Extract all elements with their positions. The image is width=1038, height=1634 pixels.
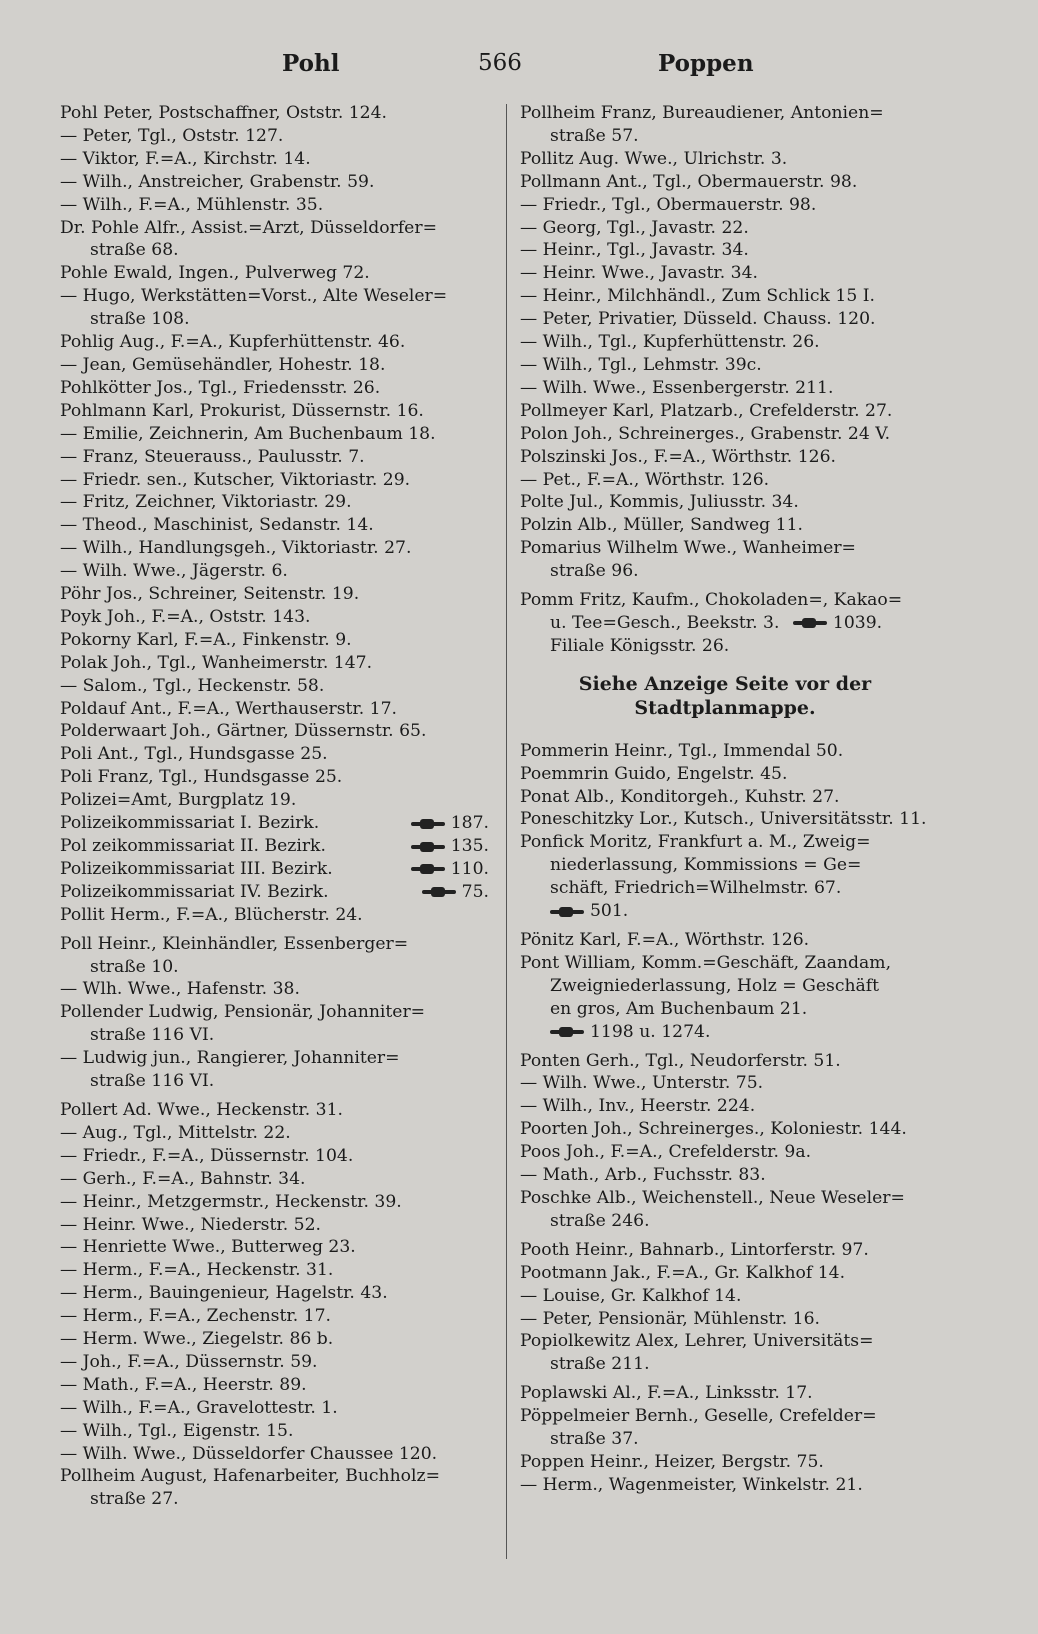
- entry: — Wilh. Wwe., Unterstr. 75.: [520, 1073, 764, 1094]
- entry: — Franz, Steuerauss., Paulusstr. 7.: [60, 446, 365, 467]
- phone-number: 1198 u. 1274.: [590, 1021, 711, 1042]
- entry: Pöhr Jos., Schreiner, Seitenstr. 19.: [60, 584, 360, 605]
- entry-continuation: schäft, Friedrich=Wilhelmstr. 67.: [550, 878, 842, 899]
- entry: — Louise, Gr. Kalkhof 14.: [520, 1285, 742, 1306]
- entry: — Friedr. sen., Kutscher, Viktoriastr. 29.: [60, 469, 411, 490]
- entry: Pollheim Franz, Bureaudiener, Antonien=: [520, 103, 884, 123]
- entry: — Heinr. Wwe., Javastr. 34.: [520, 263, 758, 284]
- entry: Polizei=Amt, Burgplatz 19.: [60, 790, 297, 811]
- entry: Pomarius Wilhelm Wwe., Wanheimer=: [520, 538, 856, 559]
- entry-phone-line: [520, 1021, 950, 1044]
- telephone-icon: [550, 907, 584, 917]
- entry: — Viktor, F.=A., Kirchstr. 14.: [60, 148, 311, 169]
- phone-number: 75.: [422, 881, 489, 904]
- entry: — Math., F.=A., Heerstr. 89.: [60, 1374, 307, 1395]
- entry: Pollit Herm., F.=A., Blücherstr. 24.: [60, 904, 363, 925]
- entry: — Wilh. Wwe., Essenbergerstr. 211.: [520, 377, 834, 398]
- entry: Pootmann Jak., F.=A., Gr. Kalkhof 14.: [520, 1262, 846, 1283]
- telephone-icon: [422, 887, 456, 897]
- entry: Pohl Peter, Postschaffner, Oststr. 124.: [60, 103, 388, 123]
- entry: — Heinr., Milchhändl., Zum Schlick 15 I.: [520, 286, 875, 307]
- entry: Poli Franz, Tgl., Hundsgasse 25.: [60, 767, 343, 788]
- entry-name: Pol zeikommissariat II. Bezirk.: [60, 836, 326, 856]
- entry: — Wilh., Tgl., Kupferhüttenstr. 26.: [520, 332, 820, 353]
- entry: — Herm., Wagenmeister, Winkelstr. 21.: [520, 1474, 863, 1495]
- entry: — Salom., Tgl., Heckenstr. 58.: [60, 675, 325, 696]
- entry: Dr. Pohle Alfr., Assist.=Arzt, Düsseldorfer=: [60, 217, 437, 238]
- entry: — Wilh. Wwe., Jägerstr. 6.: [60, 561, 288, 582]
- entry-continuation: straße 37.: [550, 1429, 639, 1450]
- entry: Poschke Alb., Weichenstell., Neue Weseler=: [520, 1187, 905, 1208]
- entry: Polak Joh., Tgl., Wanheimerstr. 147.: [60, 652, 373, 673]
- entry: Pollitz Aug. Wwe., Ulrichstr. 3.: [520, 148, 788, 169]
- telephone-icon: [550, 1027, 584, 1037]
- entry: Poppen Heinr., Heizer, Bergstr. 75.: [520, 1451, 824, 1472]
- entry: Poplawski Al., F.=A., Linksstr. 17.: [520, 1383, 813, 1404]
- entry: Pohlkötter Jos., Tgl., Friedensstr. 26.: [60, 377, 381, 398]
- entry: — Wlh. Wwe., Hafenstr. 38.: [60, 979, 300, 1000]
- telephone-icon: [411, 819, 445, 829]
- entry: — Heinr., Metzgermstr., Heckenstr. 39.: [60, 1191, 402, 1212]
- entry: Polderwaart Joh., Gärtner, Düssernstr. 65.: [60, 721, 427, 742]
- entry-continuation: straße 116 VI.: [90, 1071, 215, 1092]
- entry-name: Polizeikommissariat I. Bezirk.: [60, 813, 320, 834]
- entry: Ponfick Moritz, Frankfurt a. M., Zweig=: [520, 832, 871, 853]
- entry: Pokorny Karl, F.=A., Finkenstr. 9.: [60, 629, 352, 650]
- entry: — Wilh., Anstreicher, Grabenstr. 59.: [60, 171, 375, 192]
- entry: Pohlmann Karl, Prokurist, Düssernstr. 16.: [60, 400, 424, 421]
- entry: — Georg, Tgl., Javastr. 22.: [520, 217, 749, 238]
- entry: Pommerin Heinr., Tgl., Immendal 50.: [520, 740, 844, 761]
- entry-continuation: Zweigniederlassung, Holz = Geschäft: [550, 975, 880, 996]
- entry: Popiolkewitz Alex, Lehrer, Universitäts=: [520, 1331, 874, 1352]
- entry: Pollmeyer Karl, Platzarb., Crefelderstr. 27.: [520, 400, 893, 421]
- entry: — Theod., Maschinist, Sedanstr. 14.: [60, 515, 374, 536]
- entry: — Ludwig jun., Rangierer, Johanniter=: [60, 1048, 400, 1069]
- entry: — Wilh., Tgl., Lehmstr. 39c.: [520, 354, 762, 375]
- entry-continuation: straße 116 VI.: [90, 1025, 215, 1046]
- entry: — Wilh., Tgl., Eigenstr. 15.: [60, 1420, 294, 1441]
- entry: Poneschitzky Lor., Kutsch., Universitätsstr. 11.: [520, 809, 927, 830]
- entry: Poldauf Ant., F.=A., Werthauserstr. 17.: [60, 698, 398, 719]
- entry: Pollmann Ant., Tgl., Obermauerstr. 98.: [520, 171, 858, 192]
- entry-phone-line: [520, 900, 950, 923]
- column-divider: [506, 104, 507, 1559]
- entry: Poos Joh., F.=A., Crefelderstr. 9a.: [520, 1142, 812, 1163]
- entry: — Gerh., F.=A., Bahnstr. 34.: [60, 1168, 306, 1189]
- entry: — Hugo, Werkstätten=Vorst., Alte Weseler=: [60, 286, 448, 307]
- entry-continuation: straße 246.: [550, 1210, 650, 1231]
- entry: — Peter, Privatier, Düsseld. Chauss. 120.: [520, 309, 876, 330]
- entry-with-phone: [60, 812, 495, 835]
- advertisement-notice: Siehe Anzeige Seite vor der Stadtplanmappe.: [578, 672, 872, 719]
- entry: — Wilh., Handlungsgeh., Viktoriastr. 27.: [60, 538, 412, 559]
- entry: — Heinr., Tgl., Javastr. 34.: [520, 240, 749, 261]
- entry: — Wilh. Wwe., Düsseldorfer Chaussee 120.: [60, 1443, 438, 1464]
- entry: — Henriette Wwe., Butterweg 23.: [60, 1237, 356, 1258]
- entry-continuation: straße 96.: [550, 561, 639, 582]
- right-column: [520, 102, 950, 1497]
- entry: — Wilh., F.=A., Gravelottestr. 1.: [60, 1397, 338, 1418]
- entry: — Herm., F.=A., Heckenstr. 31.: [60, 1260, 334, 1281]
- entry: — Herm., Bauingenieur, Hagelstr. 43.: [60, 1283, 388, 1304]
- header-left-keyword: Pohl: [282, 50, 340, 77]
- entry-with-phone: [60, 881, 495, 904]
- entry: Pohle Ewald, Ingen., Pulverweg 72.: [60, 263, 370, 284]
- entry-continuation: u. Tee=Gesch., Beekstr. 3. 1039.: [550, 612, 883, 633]
- entry-continuation: straße 57.: [550, 125, 639, 146]
- entry: Polte Jul., Kommis, Juliusstr. 34.: [520, 492, 799, 513]
- entry-continuation: straße 211.: [550, 1354, 650, 1375]
- entry: Polszinski Jos., F.=A., Wörthstr. 126.: [520, 446, 837, 467]
- phone-number: 110.: [411, 858, 489, 881]
- entry-continuation: straße 108.: [90, 309, 190, 330]
- entry: — Pet., F.=A., Wörthstr. 126.: [520, 469, 770, 490]
- entry: Poll Heinr., Kleinhändler, Essenberger=: [60, 933, 409, 954]
- entry: Pomm Fritz, Kaufm., Chokoladen=, Kakao=: [520, 590, 903, 611]
- entry: Ponat Alb., Konditorgeh., Kuhstr. 27.: [520, 786, 840, 807]
- entry: Poyk Joh., F.=A., Oststr. 143.: [60, 606, 311, 627]
- header-right-keyword: Poppen: [658, 50, 754, 77]
- entry: Pohlig Aug., F.=A., Kupferhüttenstr. 46.: [60, 332, 406, 353]
- entry: — Heinr. Wwe., Niederstr. 52.: [60, 1214, 321, 1235]
- entry-continuation: niederlassung, Kommissions = Ge=: [550, 855, 862, 876]
- entry: — Wilh., Inv., Heerstr. 224.: [520, 1096, 756, 1117]
- entry: Poli Ant., Tgl., Hundsgasse 25.: [60, 744, 328, 765]
- entry-continuation: straße 10.: [90, 956, 179, 977]
- entry: — Wilh., F.=A., Mühlenstr. 35.: [60, 194, 324, 215]
- entry: Pollheim August, Hafenarbeiter, Buchholz=: [60, 1466, 440, 1487]
- entry-continuation: straße 68.: [90, 240, 179, 261]
- entry: — Emilie, Zeichnerin, Am Buchenbaum 18.: [60, 423, 436, 444]
- entry: Polzin Alb., Müller, Sandweg 11.: [520, 515, 803, 536]
- entry: Pöppelmeier Bernh., Geselle, Crefelder=: [520, 1406, 877, 1427]
- phone-number: 187.: [411, 812, 489, 835]
- entry: Polon Joh., Schreinerges., Grabenstr. 24 V.: [520, 423, 891, 444]
- entry: Pollert Ad. Wwe., Heckenstr. 31.: [60, 1099, 344, 1120]
- entry: — Friedr., F.=A., Düssernstr. 104.: [60, 1145, 354, 1166]
- telephone-icon: [411, 842, 445, 852]
- page-number: 566: [478, 50, 522, 76]
- entry-continuation: en gros, Am Buchenbaum 21.: [550, 998, 808, 1019]
- entry: — Herm. Wwe., Ziegelstr. 86 b.: [60, 1329, 334, 1350]
- entry-continuation: straße 27.: [90, 1489, 179, 1510]
- entry: — Jean, Gemüsehändler, Hohestr. 18.: [60, 354, 386, 375]
- entry-with-phone: [60, 835, 495, 858]
- left-column: [60, 102, 495, 1511]
- entry-with-phone: [60, 858, 495, 881]
- entry-continuation: Filiale Königsstr. 26.: [550, 635, 730, 656]
- entry: — Fritz, Zeichner, Viktoriastr. 29.: [60, 492, 352, 513]
- entry: Pooth Heinr., Bahnarb., Lintorferstr. 97.: [520, 1239, 869, 1260]
- entry: Poemmrin Guido, Engelstr. 45.: [520, 763, 788, 784]
- phone-number: 1039.: [832, 612, 883, 633]
- entry: — Herm., F.=A., Zechenstr. 17.: [60, 1306, 331, 1327]
- entry-name: Polizeikommissariat IV. Bezirk.: [60, 881, 329, 902]
- entry: Pollender Ludwig, Pensionär, Johanniter=: [60, 1002, 426, 1023]
- entry: — Peter, Tgl., Oststr. 127.: [60, 125, 284, 146]
- entry: — Joh., F.=A., Düssernstr. 59.: [60, 1351, 318, 1372]
- phone-number: 501.: [590, 901, 629, 922]
- entry: — Friedr., Tgl., Obermauerstr. 98.: [520, 194, 817, 215]
- telephone-icon: [793, 618, 827, 628]
- entry: Ponten Gerh., Tgl., Neudorferstr. 51.: [520, 1050, 841, 1071]
- entry: — Math., Arb., Fuchsstr. 83.: [520, 1165, 766, 1186]
- entry: — Peter, Pensionär, Mühlenstr. 16.: [520, 1308, 821, 1329]
- entry-name: Polizeikommissariat III. Bezirk.: [60, 858, 333, 879]
- entry: — Aug., Tgl., Mittelstr. 22.: [60, 1122, 291, 1143]
- telephone-icon: [411, 864, 445, 874]
- entry: Poorten Joh., Schreinerges., Koloniestr. 144.: [520, 1119, 907, 1140]
- phone-number: 135.: [411, 835, 489, 858]
- entry: Pont William, Komm.=Geschäft, Zaandam,: [520, 952, 892, 973]
- entry: Pönitz Karl, F.=A., Wörthstr. 126.: [520, 930, 810, 950]
